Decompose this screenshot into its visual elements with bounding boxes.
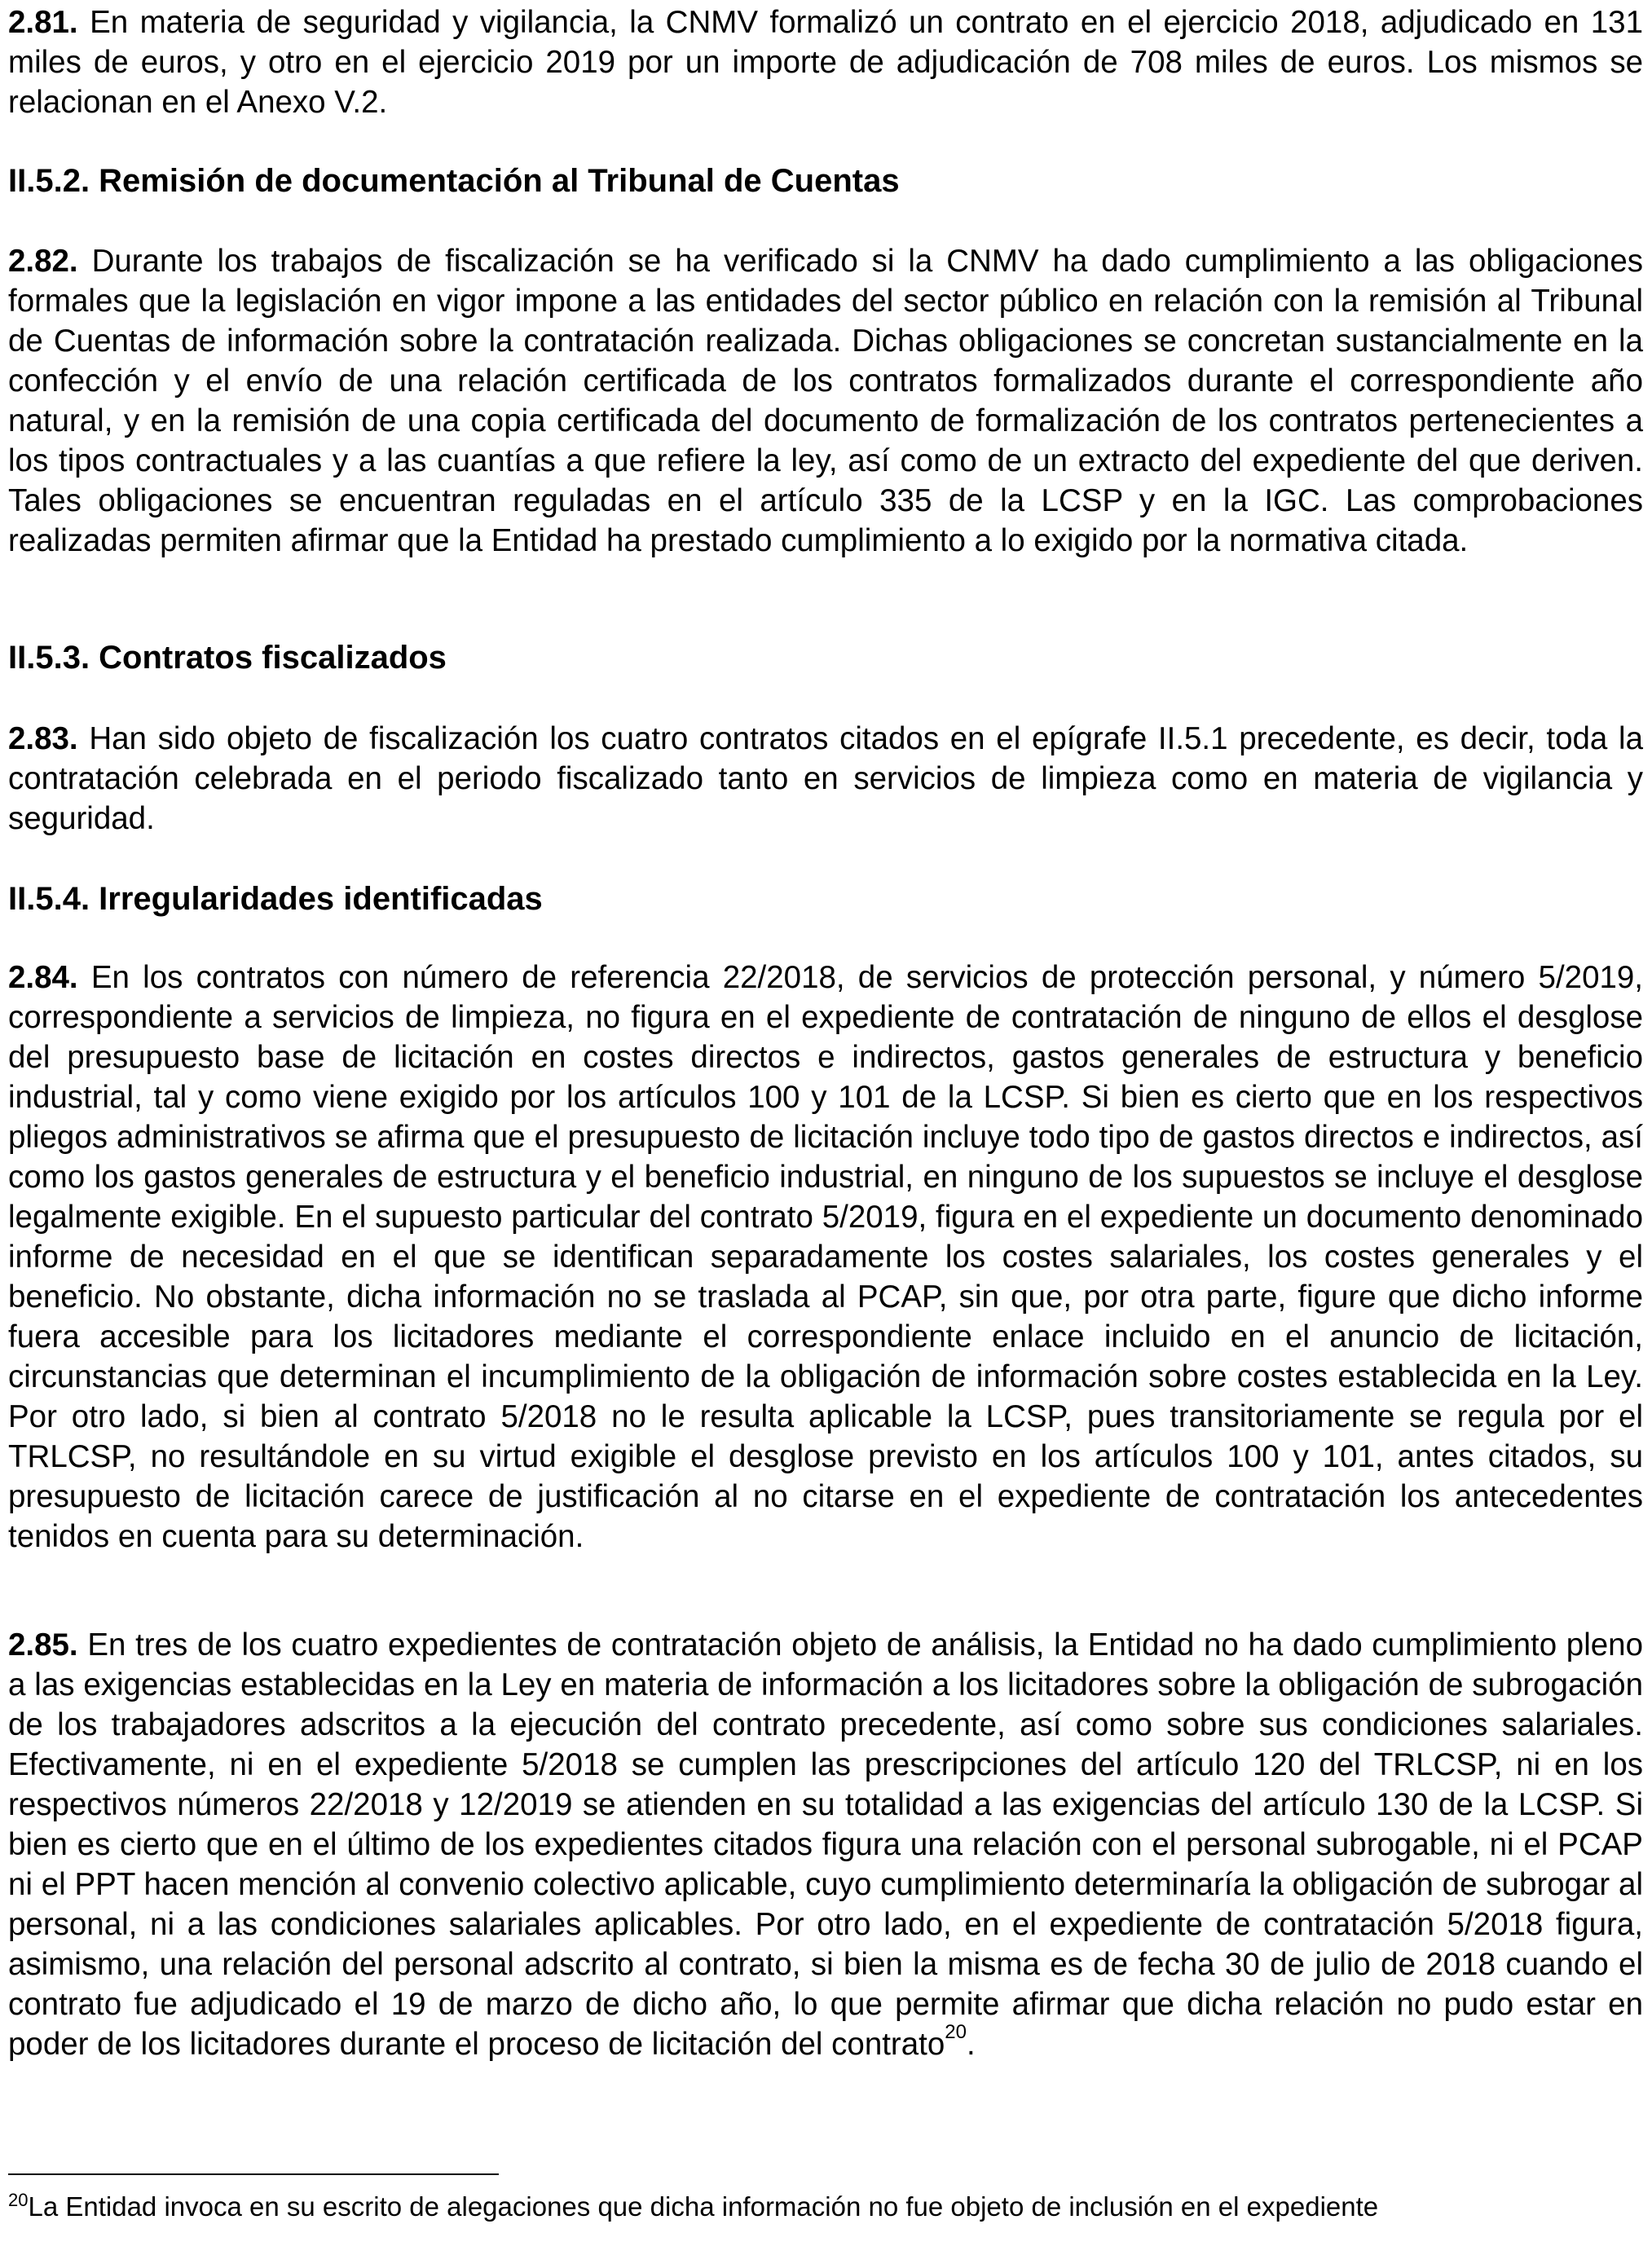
paragraph-number: 2.82. (8, 244, 78, 279)
paragraph-2-85 (8, 1625, 1643, 2064)
footnote-number: 20 (8, 2191, 29, 2210)
section-heading-ii-5-3: II.5.3. Contratos fiscalizados (8, 640, 447, 676)
paragraph-number: 2.81. (8, 5, 78, 40)
paragraph-text: En los contratos con número de referencia 22/2018, de servicios de protección personal, y número 5/2019, correspondiente a servicios de limpieza, no figura en el expediente de contratación de ninguno de ellos el desglose del presupuesto base de licitación en costes directos e indirectos, gastos generales de estructura y beneficio industrial, tal y como viene exigido por los artículos 100 y 101 de la LCSP. Si bien es cierto que en los respectivos pliegos administrativos se afirma que el presupuesto de licitación incluye todo tipo de gastos directos e indirectos, así como los gastos generales de estructura y el beneficio industrial, en ninguno de los supuestos se incluye el desglose legalmente exigible. En el supuesto particular del contrato 5/2019, figura en el expediente un documento denominado informe de necesidad en el que se identifican separadamente los costes salariales, los costes generales y el beneficio. No obstante, dicha información no se traslada al PCAP, sin que, por otra parte, figure que dicho informe fuera accesible para los licitadores mediante el correspondiente enlace incluido en el anuncio de licitación, circunstancias que determinan el incumplimiento de la obligación de información sobre costes establecida en la Ley. Por otro lado, si bien al contrato 5/2018 no le resulta aplicable la LCSP, pues transitoriamente se regula por el TRLCSP, no resultándole en su virtud exigible el desglose previsto en los artículos 100 y 101, antes citados, su presupuesto de licitación carece de justificación al no citarse en el expediente de contratación los antecedentes tenidos en cuenta para su determinación. (8, 960, 1643, 1554)
paragraph-text: En tres de los cuatro expedientes de contratación objeto de análisis, la Entidad no ha dado cumplimiento pleno a las exigencias establecidas en la Ley en materia de información a los licitadores sobre la obligación de subrogación de los trabajadores adscritos a la ejecución del contrato precedente, así como sobre sus condiciones salariales. Efectivamente, ni en el expediente 5/2018 se cumplen las prescripciones del artículo 120 del TRLCSP, ni en los respectivos números 22/2018 y 12/2019 se atienden en su totalidad a las exigencias del artículo 130 de la LCSP. Si bien es cierto que en el último de los expedientes citados figura una relación con el personal subrogable, ni el PCAP ni el PPT hacen mención al convenio colectivo aplicable, cuyo cumplimiento determinaría la obligación de subrogar al personal, ni a las condiciones salariales aplicables. Por otro lado, en el expediente de contratación 5/2018 figura, asimismo, una relación del personal adscrito al contrato, si bien la misma es de fecha 30 de julio de 2018 cuando el contrato fue adjudicado el 19 de marzo de dicho año, lo que permite afirmar que dicha relación no pudo estar en poder de los licitadores durante el proceso de licitación del contrato (8, 1627, 1643, 2062)
section-heading-ii-5-2: II.5.2. Remisión de documentación al Tribunal de Cuentas (8, 163, 900, 199)
paragraph-2-82 (8, 241, 1643, 561)
footnote-reference[interactable]: 20 (945, 2021, 967, 2044)
footnote-separator (8, 2173, 499, 2175)
paragraph-number: 2.85. (8, 1627, 78, 1662)
paragraph-text: En materia de seguridad y vigilancia, la CNMV formalizó un contrato en el ejercicio 2018, adjudicado en 131 miles de euros, y otro en el ejercicio 2019 por un importe de adjudicación de 708 miles de euros. Los mismos se relacionan en el Anexo V.2. (8, 5, 1643, 120)
paragraph-2-84 (8, 958, 1643, 1557)
footnote-text: La Entidad invoca en su escrito de alegaciones que dicha información no fue objeto de inclusión en el expediente (28, 2191, 1379, 2222)
paragraph-number: 2.83. (8, 721, 78, 756)
footnote (8, 2191, 1643, 2223)
paragraph-end-punctuation: . (966, 2027, 976, 2062)
paragraph-2-81 (8, 2, 1643, 122)
section-heading-ii-5-4: II.5.4. Irregularidades identificadas (8, 881, 543, 917)
paragraph-number: 2.84. (8, 960, 78, 995)
paragraph-text: Han sido objeto de fiscalización los cuatro contratos citados en el epígrafe II.5.1 precedente, es decir, toda la contratación celebrada en el periodo fiscalizado tanto en servicios de limpieza como en materia de vigilancia y seguridad. (8, 721, 1643, 836)
paragraph-text: Durante los trabajos de fiscalización se ha verificado si la CNMV ha dado cumplimiento a las obligaciones formales que la legislación en vigor impone a las entidades del sector público en relación con la remisión al Tribunal de Cuentas de información sobre la contratación realizada. Dichas obligaciones se concretan sustancialmente en la confección y el envío de una relación certificada de los contratos formalizados durante el correspondiente año natural, y en la remisión de una copia certificada del documento de formalización de los contratos pertenecientes a los tipos contractuales y a las cuantías a que refiere la ley, así como de un extracto del expediente del que deriven. Tales obligaciones se encuentran reguladas en el artículo 335 de la LCSP y en la IGC. Las comprobaciones realizadas permiten afirmar que la Entidad ha prestado cumplimiento a lo exigido por la normativa citada. (8, 244, 1643, 558)
paragraph-2-83 (8, 719, 1643, 839)
